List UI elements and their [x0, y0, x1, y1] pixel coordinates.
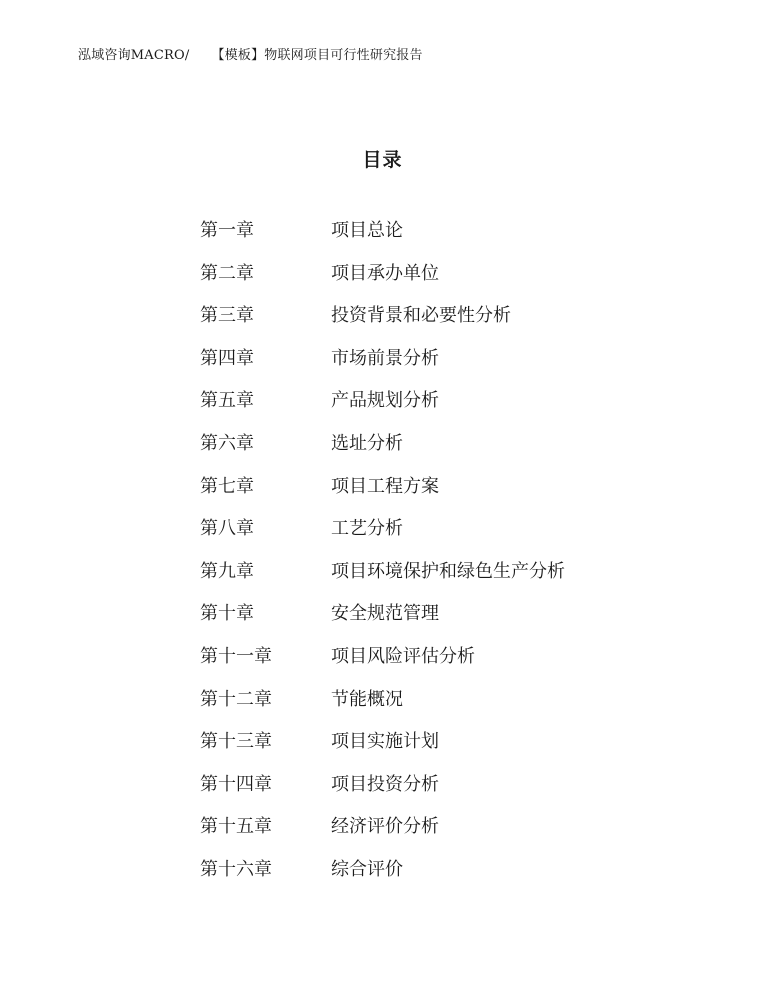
toc-chapter-label: 第八章: [200, 518, 254, 540]
header-site-name: 泓域咨询MACRO/: [78, 48, 190, 63]
toc-item-13: [200, 727, 620, 770]
toc-topic-label: 项目风险评估分析: [331, 645, 475, 667]
page-header: [78, 44, 423, 63]
toc-item-9: [200, 557, 620, 600]
toc-topic-label: 经济评价分析: [331, 816, 439, 838]
toc-topic-label: 工艺分析: [331, 518, 403, 540]
toc-chapter-label: 第七章: [200, 475, 254, 497]
toc-chapter-label: 第十四章: [200, 773, 272, 795]
toc-chapter-label: 第五章: [200, 390, 254, 412]
toc-topic-label: 投资背景和必要性分析: [331, 305, 511, 327]
toc-topic-label: 市场前景分析: [331, 347, 439, 369]
toc-item-15: [200, 812, 620, 855]
toc-item-14: [200, 770, 620, 813]
toc-chapter-label: 第九章: [200, 560, 254, 582]
toc-item-2: [200, 259, 620, 302]
toc-item-11: [200, 642, 620, 685]
toc-item-5: [200, 386, 620, 429]
toc-chapter-label: 第十一章: [200, 645, 272, 667]
toc-topic-label: 综合评价: [331, 858, 403, 880]
toc-topic-label: 项目实施计划: [331, 731, 439, 753]
toc-item-10: [200, 599, 620, 642]
toc-item-1: [200, 216, 620, 259]
toc-chapter-label: 第十五章: [200, 816, 272, 838]
toc-chapter-label: 第十三章: [200, 731, 272, 753]
toc-item-7: [200, 472, 620, 515]
page-title: 目录: [362, 149, 403, 171]
toc-item-4: [200, 344, 620, 387]
toc-item-8: [200, 514, 620, 557]
toc-chapter-label: 第四章: [200, 347, 254, 369]
toc-item-12: [200, 685, 620, 728]
toc-item-3: [200, 301, 620, 344]
toc-topic-label: 项目总论: [331, 220, 403, 241]
toc-chapter-label: 第十六章: [200, 858, 272, 880]
toc-topic-label: 项目投资分析: [331, 773, 439, 795]
toc-item-6: [200, 429, 620, 472]
toc-topic-label: 选址分析: [331, 432, 403, 454]
toc-chapter-label: 第二章: [200, 262, 254, 284]
table-of-contents: [200, 216, 620, 898]
toc-topic-label: 项目环境保护和绿色生产分析: [331, 560, 565, 582]
toc-topic-label: 节能概况: [331, 688, 403, 710]
toc-chapter-label: 第六章: [200, 432, 254, 454]
toc-chapter-label: 第十二章: [200, 688, 272, 710]
toc-topic-label: 项目工程方案: [331, 475, 439, 497]
toc-chapter-label: 第三章: [200, 305, 254, 327]
toc-topic-label: 产品规划分析: [331, 390, 439, 412]
header-document-title: 【模板】物联网项目可行性研究报告: [211, 48, 423, 63]
toc-topic-label: 安全规范管理: [331, 603, 439, 625]
toc-chapter-label: 第十章: [200, 603, 254, 625]
toc-item-16: [200, 855, 620, 898]
toc-chapter-label: 第一章: [200, 220, 254, 241]
toc-topic-label: 项目承办单位: [331, 262, 439, 284]
